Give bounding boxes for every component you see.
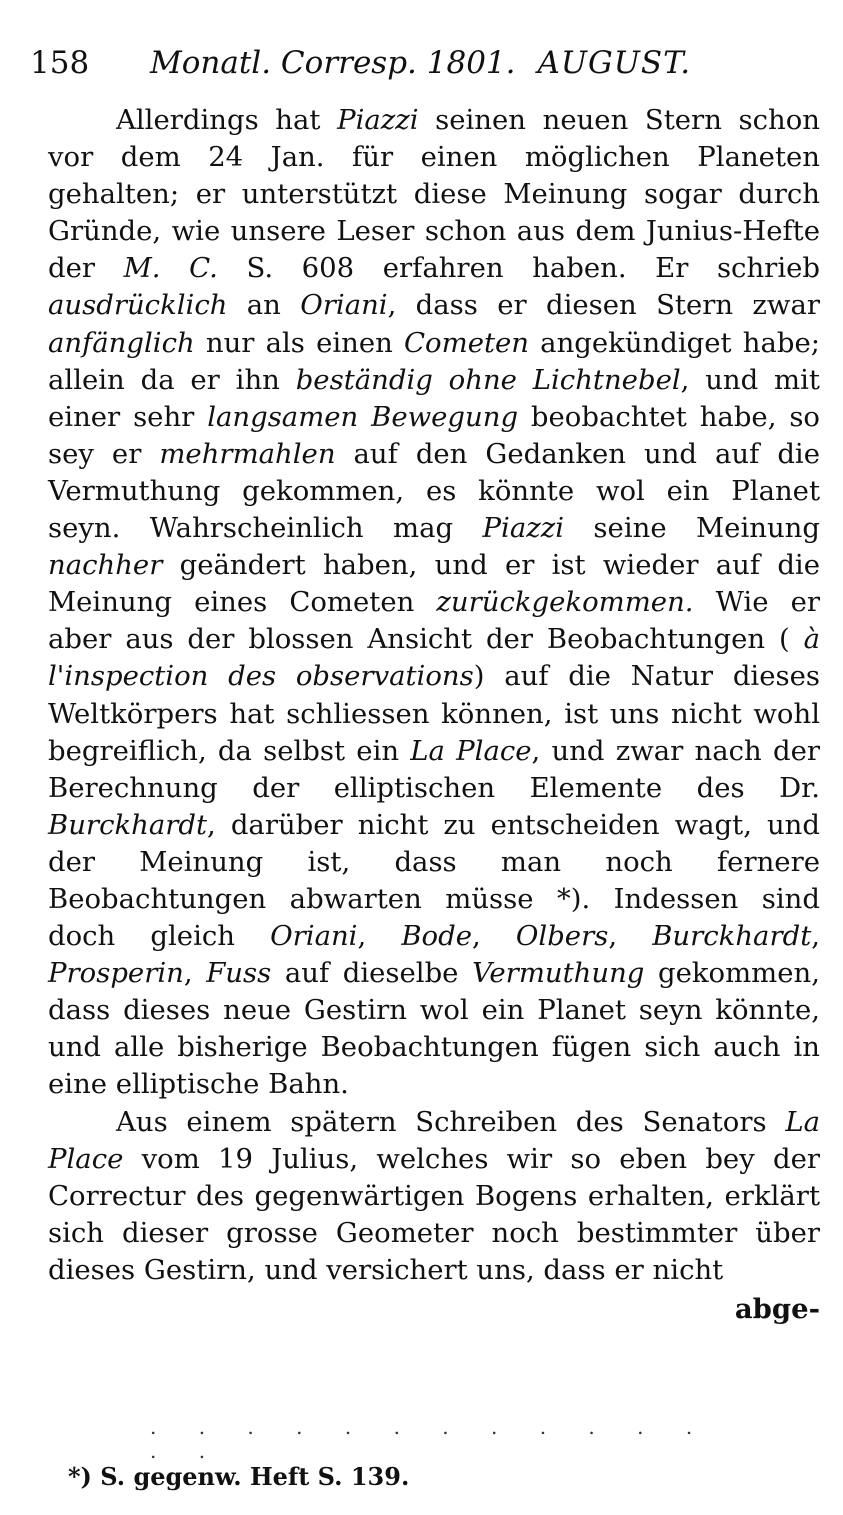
- italic-run: zurückgekommen.: [436, 586, 694, 619]
- italic-run: M. C.: [123, 252, 218, 285]
- italic-run: ausdrücklich: [48, 289, 228, 322]
- footnote: *) S. gegenw. Heft S. 139.: [68, 1462, 410, 1491]
- paragraph-2: [48, 1104, 820, 1289]
- text-run: ,: [183, 957, 207, 990]
- text-run: ,: [357, 920, 402, 953]
- italic-run: Fuss: [206, 957, 272, 990]
- italic-run: à l'inspection des observations: [48, 623, 820, 693]
- text-run: an: [227, 289, 301, 322]
- text-run: , und mit einer sehr: [48, 363, 820, 433]
- text-run: , dass er diesen Stern zwar: [387, 289, 820, 322]
- text-run: , darüber nicht zu entscheiden wagt, und der Meinung ist, dass man noch fernere Beobachtungen abwarten müsse *). Indessen sind doch gleich: [48, 808, 820, 953]
- italic-run: Oriani: [300, 289, 388, 322]
- text-run: auf dieselbe: [271, 957, 473, 990]
- italic-run: Piazzi: [337, 104, 419, 136]
- italic-run: anfänglich: [48, 326, 195, 359]
- running-month: AUGUST.: [537, 45, 692, 81]
- italic-run: beständig ohne Lichtnebel: [295, 363, 681, 396]
- text-run: ,: [811, 920, 820, 953]
- text-run: , und zwar nach der Berechnung der elliptischen Elemente des Dr.: [48, 734, 820, 804]
- text-run: angekündiget habe; allein da er ihn: [48, 326, 820, 396]
- italic-run: Vermuthung: [472, 957, 645, 990]
- page-header: [30, 38, 820, 88]
- italic-run: Oriani: [270, 920, 358, 953]
- italic-run: mehrmahlen: [159, 437, 336, 470]
- italic-run: langsamen Bewegung: [207, 400, 519, 433]
- catchword: abge-: [734, 1293, 820, 1325]
- text-run: auf den Gedanken und auf die Vermuthung gekommen, es könnte wol ein Planet seyn. Wahrscheinlich mag: [48, 437, 820, 545]
- italic-run: Piazzi: [482, 512, 565, 545]
- text-run: ) auf die Natur dieses Weltkörpers hat schliessen können, ist uns nicht wohl begreiflich, da selbst ein: [48, 660, 820, 767]
- italic-run: Burckhardt: [652, 920, 812, 953]
- text-run: ,: [608, 920, 653, 953]
- body-text: [48, 102, 820, 1328]
- text-run: Allerdings hat: [116, 104, 338, 136]
- text-run: nur als einen: [194, 326, 405, 359]
- dot-leader: . . . . . . . . . . . . . .: [150, 1415, 711, 1463]
- italic-run: Cometen: [404, 326, 530, 359]
- text-run: seine Meinung: [564, 512, 820, 545]
- text-run: geändert haben, und er ist wieder auf die Meinung eines Cometen: [48, 549, 820, 619]
- italic-run: Prosperin: [48, 957, 184, 990]
- text-run: gekommen, dass dieses neue Gestirn wol ein Planet seyn könnte, und alle bisherige Beobachtungen fügen sich auch in eine elliptische Bahn.: [48, 957, 820, 1101]
- italic-run: Olbers: [515, 920, 609, 953]
- text-run: Aus einem spätern Schreiben des Senators: [116, 1105, 786, 1138]
- italic-run: Bode: [401, 920, 472, 953]
- text-run: beobachtet habe, so sey er: [48, 400, 820, 470]
- page-number: 158: [30, 45, 90, 81]
- text-run: S. 608 erfahren haben. Er schrieb: [217, 252, 820, 285]
- text-run: seinen neuen Stern schon vor dem 24 Jan. für einen möglichen Planeten gehalten; er unterstützt diese Meinung sogar durch Gründe, wie unsere Leser schon aus dem Junius-Hefte der: [48, 104, 820, 285]
- italic-run: Burckhardt: [48, 808, 208, 841]
- paragraph-1: [48, 102, 820, 1104]
- italic-run: nachher: [48, 549, 163, 582]
- italic-run: La Place: [48, 1105, 820, 1175]
- text-run: vom 19 Julius, welches wir so eben bey der Correctur des gegenwärtigen Bogens erhalten, erklärt sich dieser grosse Geometer noch bestimmter über dieses Gestirn, und versichert uns, dass er nicht: [48, 1142, 820, 1286]
- italic-run: La Place: [410, 734, 532, 767]
- text-run: ,: [472, 920, 516, 953]
- text-run: Wie er aber aus der blossen Ansicht der Beobachtungen (: [48, 586, 820, 656]
- running-title: Monatl. Corresp. 1801.: [150, 45, 516, 81]
